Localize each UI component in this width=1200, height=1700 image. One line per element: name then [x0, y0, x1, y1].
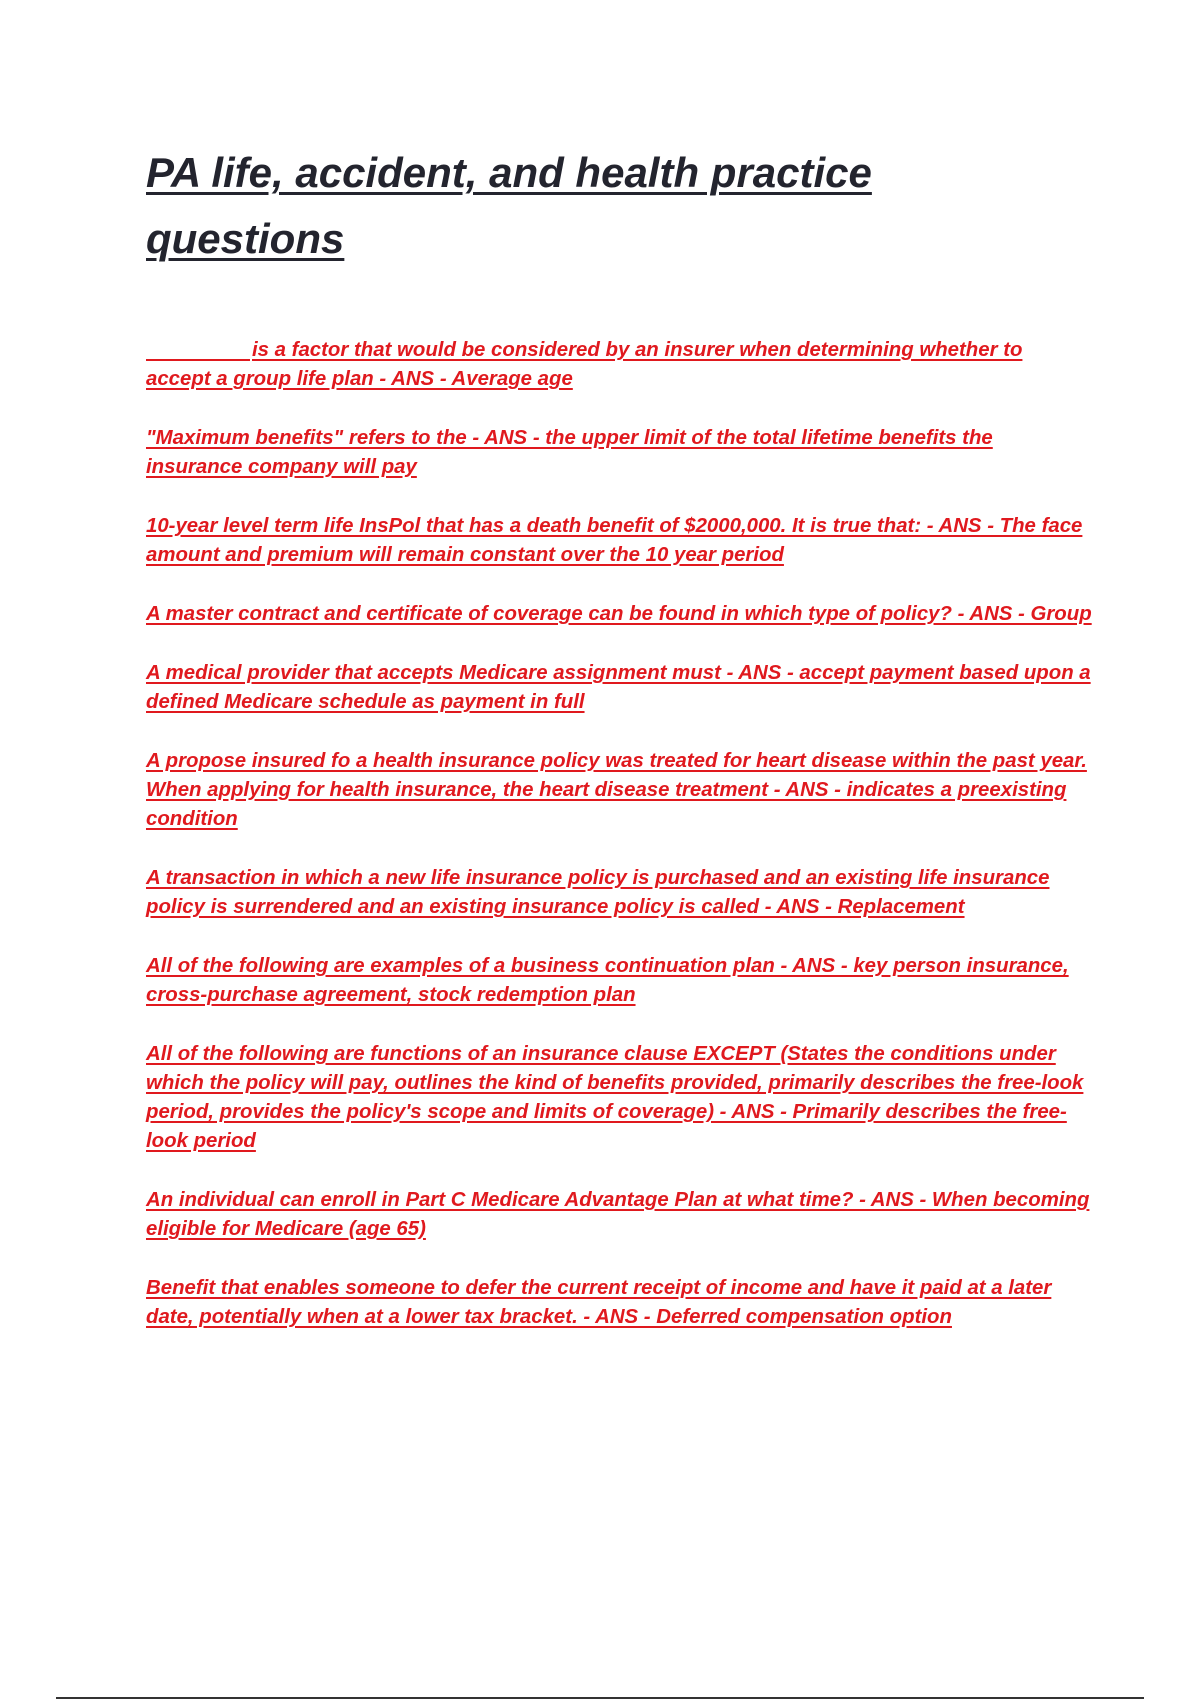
qa-item-2: "Maximum benefits" refers to the - ANS - the upper limit of the total lifetime benefits the insurance company will pay: [146, 427, 993, 478]
qa-item-7: A transaction in which a new life insurance policy is purchased and an existing life insurance policy is surrendered and an existing insurance policy is called - ANS - Replacement: [146, 867, 1050, 918]
qa-item-3: 10-year level term life InsPol that has a death benefit of $2000,000. It is true that: - ANS - The face amount and premium will remain constant over the 10 year period: [146, 515, 1083, 566]
qa-item-1: [146, 336, 1092, 394]
qa-item-text: is a factor that would be considered by an insurer when determining whether to accept a group life plan - ANS - Average age: [146, 339, 1023, 390]
qa-list: [146, 336, 1092, 1362]
qa-item-6: A propose insured fo a health insurance policy was treated for heart disease within the past year. When applying for health insurance, the heart disease treatment - ANS - indicates a preexisting condition: [146, 750, 1087, 830]
qa-item-9: All of the following are functions of an insurance clause EXCEPT (States the conditions under which the policy will pay, outlines the kind of benefits provided, primarily describes the free-look period, provides the policy's scope and limits of coverage) - ANS - Primarily describes the free-look period: [146, 1043, 1084, 1152]
page-bottom-divider: [56, 1697, 1144, 1699]
qa-item-4: A master contract and certificate of coverage can be found in which type of policy? - ANS - Group: [146, 603, 1092, 625]
qa-item-10: An individual can enroll in Part C Medicare Advantage Plan at what time? - ANS - When becoming eligible for Medicare (age 65): [146, 1189, 1090, 1240]
fill-in-blank: [146, 359, 250, 361]
qa-item-5: A medical provider that accepts Medicare assignment must - ANS - accept payment based upon a defined Medicare schedule as payment in full: [146, 662, 1091, 713]
qa-item-11: Benefit that enables someone to defer the current receipt of income and have it paid at a later date, potentially when at a lower tax bracket. - ANS - Deferred compensation option: [146, 1277, 1052, 1328]
qa-item-8: All of the following are examples of a business continuation plan - ANS - key person insurance, cross-purchase agreement, stock redemption plan: [146, 955, 1069, 1006]
document-title: PA life, accident, and health practice questions: [146, 149, 872, 262]
